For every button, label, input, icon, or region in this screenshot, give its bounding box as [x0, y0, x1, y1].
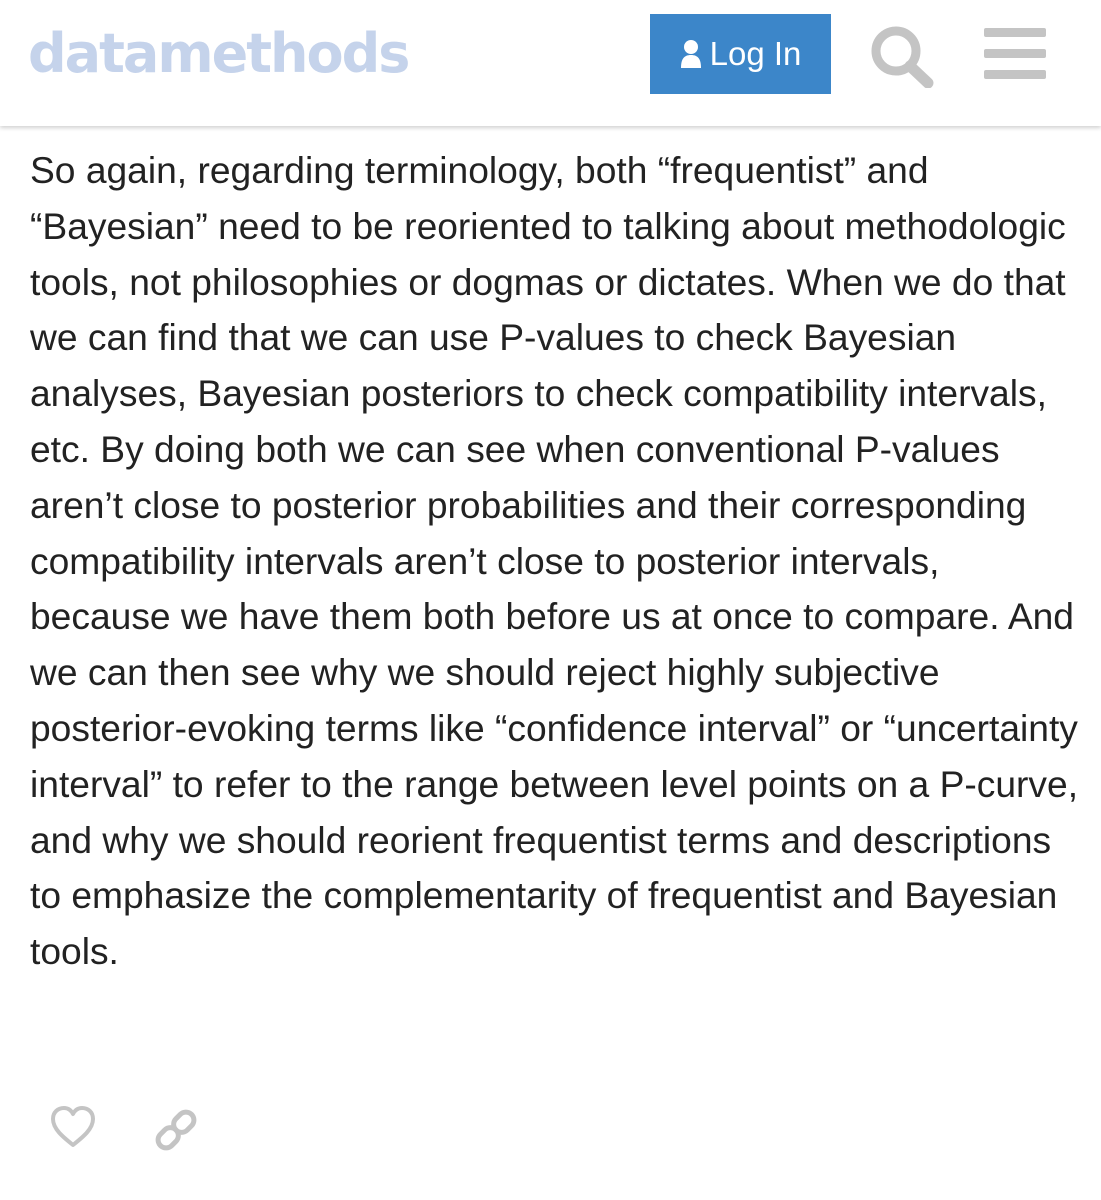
user-icon	[680, 39, 702, 69]
post-body-text: So again, regarding terminology, both “frequentist” and “Bayesian” need to be reoriented to talking about methodologic tools, not philosophies or dogmas or dictates. When we do that we can find that we can use P-values to check Bayesian analyses, Bayesian posteriors to check compatibility intervals, etc. By doing both we can see when conventional P-values aren’t close to posterior probabilities and their corresponding compatibility intervals aren’t close to posterior intervals, because we have them both before us at once to compare. And we can then see why we should reject highly subjective posterior-evoking terms like “confidence interval” or “uncertainty interval” to refer to the range between level points on a P-curve, and why we should reorient frequentist terms and descriptions to emphasize the complementarity of frequentist and Bayesian tools.	[30, 149, 1079, 973]
heart-icon[interactable]	[48, 1104, 98, 1150]
hamburger-menu-icon[interactable]	[984, 28, 1046, 80]
login-label: Log In	[709, 35, 802, 72]
login-button[interactable]	[650, 14, 831, 94]
search-icon[interactable]	[866, 24, 936, 88]
link-icon[interactable]	[152, 1106, 200, 1154]
site-logo[interactable]: datamethods	[28, 22, 409, 85]
site-header	[0, 0, 1101, 126]
